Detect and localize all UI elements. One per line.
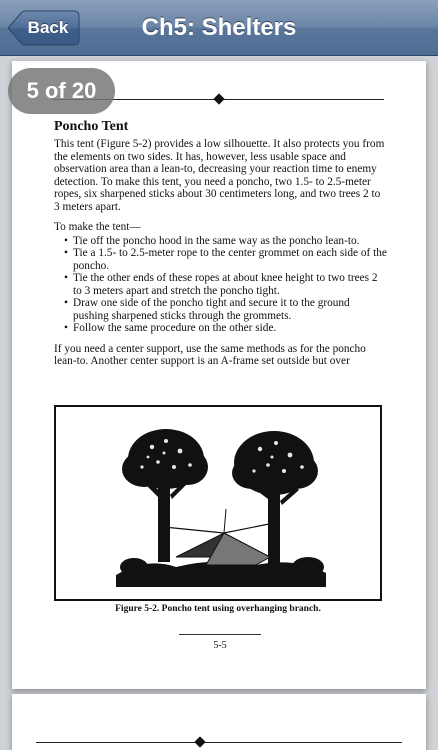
header-diamond-icon <box>194 736 205 747</box>
page-indicator: 5 of 20 <box>8 68 115 114</box>
poncho-tent-illustration <box>56 407 380 599</box>
document-text <box>54 119 388 368</box>
document-page[interactable] <box>12 61 426 689</box>
page-number: 5-5 <box>213 640 227 651</box>
paragraph-intro: This tent (Figure 5-2) provides a low silhouette. It also protects you from the elements on two sides. It has, however, less usable space and observation area than a lean-to, decreasing your reaction time to enemy detection. To make this tent, you need a poncho, two 1.5- to 2.5-meter ropes, six sharpened sticks about 30 centimeters long, and two trees 2 to 3 meters apart. <box>54 138 385 213</box>
steps-intro: To make the tent— <box>54 221 141 233</box>
figure-caption: Figure 5-2. Poncho tent using overhanging branch. <box>115 604 321 614</box>
navigation-bar <box>0 0 438 56</box>
back-button[interactable] <box>6 10 80 46</box>
list-item: • Tie off the poncho hood in the same way as the poncho lean-to. <box>64 235 388 248</box>
footer-rule <box>179 634 261 635</box>
list-item: • Follow the same procedure on the other side. <box>64 322 388 335</box>
next-document-page[interactable] <box>12 694 426 750</box>
figure-illustration <box>54 405 382 601</box>
back-button-label: Back <box>27 18 69 37</box>
header-diamond-icon <box>213 93 224 104</box>
header-rule <box>36 742 402 743</box>
nav-title: Ch5: Shelters <box>141 14 297 41</box>
list-item: • Tie the other ends of these ropes at about knee height to two trees 2 to 3 meters apart and stretch the poncho tight. <box>64 272 388 297</box>
list-item: • Tie a 1.5- to 2.5-meter rope to the center grommet on each side of the poncho. <box>64 247 388 272</box>
list-item: • Draw one side of the poncho tight and secure it to the ground pushing sharpened sticks through the grommets. <box>64 297 388 322</box>
paragraph-support: If you need a center support, use the same methods as for the poncho lean-to. Another center support is an A-frame set outside but over <box>54 342 366 367</box>
steps-list <box>64 235 388 335</box>
page-viewer[interactable] <box>0 57 438 750</box>
section-heading: Poncho Tent <box>54 119 129 134</box>
